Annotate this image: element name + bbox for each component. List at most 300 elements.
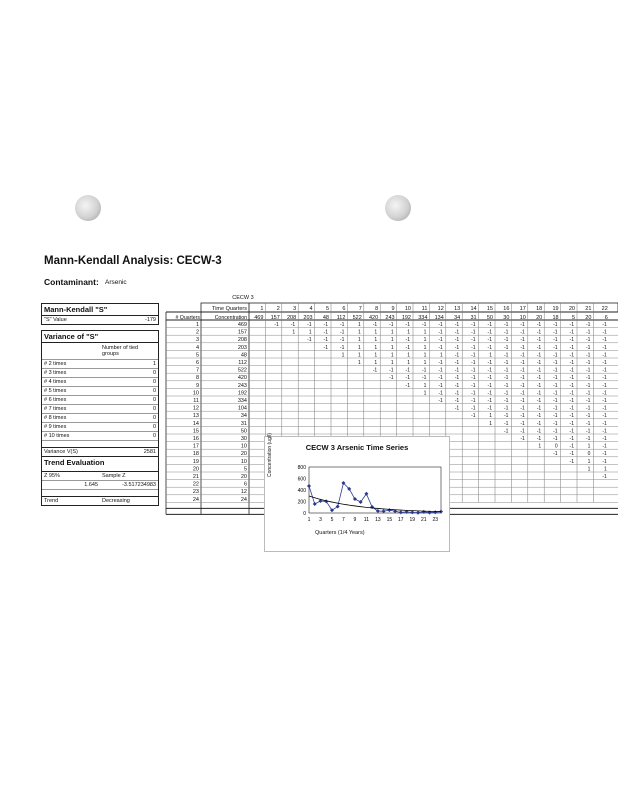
sign-cell: -1 bbox=[553, 375, 558, 382]
sign-cell: -1 bbox=[405, 322, 410, 328]
quarter-number: 23 bbox=[192, 489, 199, 496]
sign-cell: -1 bbox=[536, 337, 542, 344]
concentration-header: 208 bbox=[287, 315, 297, 321]
x-tick-label: 3 bbox=[319, 517, 322, 523]
concentration-header: 20 bbox=[585, 315, 592, 321]
quarter-number: 20 bbox=[192, 466, 199, 473]
sign-cell: -1 bbox=[471, 329, 476, 336]
sign-cell: -1 bbox=[602, 360, 607, 366]
z95-value: 1.645 bbox=[84, 482, 98, 488]
concentration-header: 30 bbox=[503, 315, 510, 321]
sign-cell: -1 bbox=[569, 375, 574, 382]
sign-cell: 1 bbox=[308, 329, 312, 336]
x-tick-label: 11 bbox=[363, 517, 369, 523]
sign-cell: 0 bbox=[587, 451, 591, 458]
sign-cell: -1 bbox=[471, 322, 476, 328]
quarter-header: 12 bbox=[437, 306, 444, 312]
concentration-value: 10 bbox=[240, 458, 247, 465]
concentration-value: 20 bbox=[240, 451, 247, 458]
sign-cell: -1 bbox=[585, 329, 591, 336]
sign-cell: -1 bbox=[553, 405, 558, 412]
quarter-header: 17 bbox=[519, 306, 526, 312]
num-quarters-label: # Quarters bbox=[175, 315, 200, 321]
quarter-number: 8 bbox=[195, 375, 199, 382]
sign-cell: -1 bbox=[454, 382, 460, 389]
tied-row-label: # 5 times bbox=[44, 388, 67, 394]
sign-cell: -1 bbox=[438, 375, 443, 382]
sign-cell: 1 bbox=[292, 329, 296, 336]
sign-cell: -1 bbox=[585, 413, 591, 420]
sign-cell: -1 bbox=[503, 337, 509, 344]
z95-label: Z 95% bbox=[44, 473, 60, 479]
sign-cell: -1 bbox=[536, 405, 542, 412]
sign-cell: 1 bbox=[374, 337, 378, 344]
sign-cell: -1 bbox=[602, 451, 607, 458]
sign-cell: -1 bbox=[602, 367, 607, 374]
sign-cell: -1 bbox=[585, 382, 591, 389]
sign-cell: -1 bbox=[438, 344, 443, 351]
quarter-number: 5 bbox=[195, 352, 199, 359]
sign-cell: -1 bbox=[585, 352, 591, 359]
chart-y-label: Concentration (ug/l) bbox=[267, 433, 273, 477]
quarter-header: 1 bbox=[260, 306, 264, 312]
concentration-value: 24 bbox=[240, 496, 247, 503]
sign-cell: 1 bbox=[374, 329, 378, 336]
sign-cell: -1 bbox=[569, 451, 574, 458]
concentration-value: 469 bbox=[237, 322, 247, 328]
sign-cell: -1 bbox=[585, 344, 591, 351]
sign-cell: -1 bbox=[471, 405, 476, 412]
sign-cell: -1 bbox=[503, 322, 509, 328]
sign-cell: -1 bbox=[307, 337, 312, 344]
sign-cell: -1 bbox=[585, 337, 591, 344]
sign-cell: -1 bbox=[274, 322, 279, 328]
sign-cell: -1 bbox=[602, 398, 607, 404]
sign-cell: -1 bbox=[536, 382, 542, 389]
quarter-header: 4 bbox=[309, 306, 313, 312]
x-tick-label: 17 bbox=[398, 517, 404, 523]
sign-cell: -1 bbox=[536, 360, 542, 366]
sign-cell: -1 bbox=[553, 428, 558, 435]
tied-row-label: # 3 times bbox=[44, 370, 67, 376]
sign-cell: -1 bbox=[585, 420, 591, 427]
sign-cell: -1 bbox=[389, 322, 394, 328]
sign-cell: -1 bbox=[487, 405, 492, 412]
sign-cell: -1 bbox=[421, 322, 427, 328]
sign-cell: -1 bbox=[536, 428, 542, 435]
sign-cell: 1 bbox=[407, 329, 410, 336]
sign-cell: -1 bbox=[503, 405, 509, 412]
sign-cell: -1 bbox=[602, 337, 607, 344]
sign-cell: -1 bbox=[421, 375, 427, 382]
concentration-header: 134 bbox=[434, 315, 444, 321]
sign-cell: -1 bbox=[520, 360, 525, 366]
sign-cell: 1 bbox=[423, 329, 427, 336]
sign-cell: -1 bbox=[323, 337, 328, 344]
sign-cell: -1 bbox=[602, 436, 607, 442]
sign-cell: -1 bbox=[520, 337, 525, 344]
mk-s-header: Mann-Kendall "S" bbox=[42, 304, 158, 316]
y-tick-label: 200 bbox=[297, 499, 306, 506]
sign-cell: -1 bbox=[454, 405, 460, 412]
sign-cell: -1 bbox=[438, 360, 443, 366]
sign-cell: -1 bbox=[339, 322, 345, 328]
sign-cell: -1 bbox=[405, 367, 410, 374]
sign-cell: -1 bbox=[438, 382, 443, 389]
sign-cell: -1 bbox=[520, 413, 525, 420]
sign-cell: -1 bbox=[454, 344, 460, 351]
sign-cell: 1 bbox=[374, 344, 378, 351]
sign-cell: -1 bbox=[454, 360, 460, 366]
sign-cell: 1 bbox=[423, 382, 427, 389]
concentration-value: 157 bbox=[237, 329, 247, 336]
sign-cell: -1 bbox=[553, 398, 558, 404]
tied-row-label: # 4 times bbox=[44, 379, 67, 385]
tied-row-label: # 7 times bbox=[44, 406, 67, 412]
sign-cell: -1 bbox=[503, 420, 509, 427]
sign-cell: -1 bbox=[520, 390, 525, 397]
sign-cell: -1 bbox=[602, 375, 607, 382]
x-tick-label: 21 bbox=[421, 517, 427, 523]
variance-vs-label: Variance V(S) bbox=[44, 449, 78, 455]
sign-cell: -1 bbox=[520, 405, 525, 412]
quarter-header: 11 bbox=[421, 306, 428, 312]
sign-cell: -1 bbox=[471, 375, 476, 382]
sign-cell: -1 bbox=[454, 390, 460, 397]
concentration-value: 420 bbox=[237, 375, 247, 382]
sign-cell: -1 bbox=[553, 451, 558, 458]
concentration-value: 20 bbox=[240, 474, 247, 480]
sign-cell: 1 bbox=[587, 443, 591, 450]
concentration-value: 208 bbox=[237, 337, 247, 344]
concentration-label: Concentration bbox=[214, 315, 247, 321]
variance-vs-value: 2581 bbox=[143, 449, 156, 455]
sign-cell: 1 bbox=[374, 360, 378, 366]
sign-cell: -1 bbox=[602, 322, 607, 328]
tied-row-value: 0 bbox=[152, 415, 156, 421]
sign-cell: -1 bbox=[536, 367, 542, 374]
time-series-chart bbox=[264, 433, 450, 552]
tied-row-value: 0 bbox=[152, 433, 156, 439]
sign-cell: -1 bbox=[487, 329, 492, 336]
sign-cell: 1 bbox=[423, 360, 427, 366]
sign-cell: 1 bbox=[440, 352, 443, 359]
quarter-header: 2 bbox=[276, 306, 280, 312]
sign-cell: 1 bbox=[604, 466, 607, 473]
quarter-number: 17 bbox=[192, 443, 199, 450]
sign-cell: -1 bbox=[487, 360, 492, 366]
sign-cell: -1 bbox=[520, 375, 525, 382]
sign-cell: -1 bbox=[602, 428, 607, 435]
quarter-header: 21 bbox=[585, 306, 592, 312]
sign-cell: -1 bbox=[503, 428, 509, 435]
quarter-header: 7 bbox=[358, 306, 362, 312]
concentration-header: 334 bbox=[418, 315, 428, 321]
sign-cell: 1 bbox=[407, 360, 410, 366]
concentration-value: 104 bbox=[237, 405, 247, 412]
sign-cell: 1 bbox=[423, 390, 427, 397]
sign-cell: -1 bbox=[487, 367, 492, 374]
sign-cell: -1 bbox=[471, 413, 476, 420]
sign-cell: -1 bbox=[569, 344, 574, 351]
sign-cell: -1 bbox=[503, 367, 509, 374]
sign-cell: -1 bbox=[471, 337, 476, 344]
sign-cell: 1 bbox=[538, 443, 542, 450]
quarter-header: 20 bbox=[568, 306, 575, 312]
sign-cell: -1 bbox=[520, 382, 525, 389]
sign-cell: 0 bbox=[554, 443, 558, 450]
sign-cell: -1 bbox=[503, 344, 509, 351]
concentration-header: 48 bbox=[322, 315, 329, 321]
y-tick-label: 400 bbox=[297, 488, 306, 494]
concentration-header: 112 bbox=[336, 315, 346, 321]
concentration-header: 31 bbox=[470, 315, 477, 321]
sign-cell: 1 bbox=[341, 352, 345, 359]
sign-cell: -1 bbox=[536, 390, 542, 397]
sign-cell: -1 bbox=[553, 367, 558, 374]
contaminant-label: Contaminant: bbox=[44, 277, 99, 287]
sign-cell: -1 bbox=[602, 420, 607, 427]
y-tick-label: 0 bbox=[303, 511, 306, 517]
sign-cell: -1 bbox=[471, 360, 476, 366]
sign-cell: -1 bbox=[569, 436, 574, 442]
sign-cell: -1 bbox=[405, 382, 410, 389]
concentration-value: 34 bbox=[240, 413, 247, 420]
sign-cell: 1 bbox=[423, 352, 427, 359]
concentration-value: 243 bbox=[237, 382, 247, 389]
sign-cell: -1 bbox=[389, 375, 394, 382]
trend-header: Trend Evaluation bbox=[42, 457, 158, 472]
contaminant-value: Arsenic bbox=[105, 279, 127, 286]
sign-cell: -1 bbox=[536, 344, 542, 351]
sign-cell: -1 bbox=[503, 329, 509, 336]
x-tick-label: 13 bbox=[375, 517, 381, 523]
x-tick-label: 19 bbox=[409, 517, 416, 523]
sign-cell: -1 bbox=[569, 322, 574, 328]
sign-cell: -1 bbox=[585, 375, 591, 382]
sign-cell: -1 bbox=[487, 382, 492, 389]
tied-row-label: # 2 times bbox=[44, 361, 67, 367]
sign-cell: -1 bbox=[536, 436, 542, 442]
sign-cell: -1 bbox=[536, 329, 542, 336]
sign-cell: 1 bbox=[390, 344, 394, 351]
quarter-number: 22 bbox=[192, 481, 199, 488]
concentration-value: 10 bbox=[240, 443, 247, 450]
quarter-number: 2 bbox=[195, 329, 199, 336]
quarter-header: 15 bbox=[486, 306, 493, 312]
x-tick-label: 15 bbox=[386, 517, 393, 523]
plot-area bbox=[309, 467, 441, 513]
sign-cell: -1 bbox=[569, 458, 574, 465]
sign-cell: -1 bbox=[602, 390, 607, 397]
sign-cell: -1 bbox=[454, 398, 460, 404]
sign-cell: -1 bbox=[553, 344, 558, 351]
sign-cell: -1 bbox=[585, 405, 591, 412]
sign-cell: -1 bbox=[487, 344, 492, 351]
sign-cell: -1 bbox=[438, 390, 443, 397]
tied-groups-label: Number of tied groups bbox=[102, 345, 139, 357]
sign-cell: -1 bbox=[520, 367, 525, 374]
tied-row-label: # 8 times bbox=[44, 415, 67, 421]
sign-cell: -1 bbox=[569, 337, 574, 344]
concentration-value: 334 bbox=[237, 398, 247, 404]
quarter-number: 16 bbox=[192, 436, 199, 442]
sign-cell: 1 bbox=[423, 344, 427, 351]
quarter-number: 7 bbox=[195, 367, 199, 374]
quarter-number: 3 bbox=[195, 337, 199, 344]
sign-cell: -1 bbox=[569, 352, 574, 359]
sign-cell: 1 bbox=[390, 360, 394, 366]
x-tick-label: 1 bbox=[307, 517, 311, 523]
sign-cell: -1 bbox=[520, 420, 525, 427]
concentration-header: 420 bbox=[369, 315, 379, 321]
sign-cell: -1 bbox=[602, 344, 607, 351]
sign-cell: -1 bbox=[536, 352, 542, 359]
tied-row-label: # 10 times bbox=[44, 433, 70, 439]
sign-cell: -1 bbox=[405, 375, 410, 382]
sign-cell: -1 bbox=[536, 420, 542, 427]
sign-cell: -1 bbox=[536, 398, 542, 404]
tied-row-value: 0 bbox=[152, 388, 156, 394]
s-value-label: "S" Value bbox=[44, 317, 67, 323]
concentration-header: 243 bbox=[385, 315, 395, 321]
quarter-number: 13 bbox=[192, 413, 199, 420]
sign-cell: -1 bbox=[602, 413, 607, 420]
s-value: -179 bbox=[144, 317, 156, 323]
sign-cell: -1 bbox=[438, 337, 443, 344]
sign-cell: -1 bbox=[602, 405, 607, 412]
quarter-header: 18 bbox=[536, 306, 543, 312]
sign-cell: -1 bbox=[372, 322, 378, 328]
sign-cell: -1 bbox=[520, 436, 525, 442]
sign-cell: -1 bbox=[503, 352, 509, 359]
concentration-value: 192 bbox=[237, 390, 247, 397]
sign-cell: -1 bbox=[585, 390, 591, 397]
sign-cell: -1 bbox=[602, 443, 607, 450]
sign-cell: -1 bbox=[503, 360, 509, 366]
y-tick-label: 800 bbox=[297, 465, 306, 471]
sign-cell: 1 bbox=[390, 337, 394, 344]
concentration-header: 192 bbox=[401, 315, 411, 321]
sign-cell: -1 bbox=[339, 329, 345, 336]
concentration-header: 18 bbox=[552, 315, 559, 321]
sign-cell: -1 bbox=[503, 398, 509, 404]
sign-cell: -1 bbox=[553, 337, 558, 344]
concentration-header: 522 bbox=[352, 315, 362, 321]
sign-cell: -1 bbox=[602, 474, 607, 480]
sign-cell: -1 bbox=[487, 322, 492, 328]
sign-cell: -1 bbox=[553, 413, 558, 420]
sign-cell: -1 bbox=[454, 375, 460, 382]
sign-cell: -1 bbox=[569, 360, 574, 366]
sign-cell: -1 bbox=[503, 390, 509, 397]
sign-cell: -1 bbox=[585, 428, 591, 435]
sign-cell: 1 bbox=[390, 329, 394, 336]
sign-cell: 1 bbox=[587, 466, 591, 473]
quarter-header: 19 bbox=[552, 306, 559, 312]
quarter-header: 22 bbox=[601, 306, 608, 312]
sign-cell: -1 bbox=[487, 375, 492, 382]
sign-cell: -1 bbox=[536, 322, 542, 328]
sign-cell: -1 bbox=[438, 367, 443, 374]
tied-row-label: # 6 times bbox=[44, 397, 67, 403]
sign-cell: -1 bbox=[553, 382, 558, 389]
chart-title: CECW 3 Arsenic Time Series bbox=[305, 443, 409, 452]
quarter-number: 1 bbox=[195, 322, 199, 328]
concentration-value: 112 bbox=[238, 360, 247, 366]
sign-cell: -1 bbox=[553, 390, 558, 397]
sign-cell: -1 bbox=[307, 322, 312, 328]
sign-cell: -1 bbox=[438, 322, 443, 328]
sign-cell: -1 bbox=[323, 344, 328, 351]
sign-cell: -1 bbox=[421, 367, 427, 374]
y-tick-label: 600 bbox=[297, 476, 306, 483]
sample-z-label: Sample Z bbox=[102, 473, 126, 479]
concentration-value: 6 bbox=[243, 481, 247, 488]
chart-x-label: Quarters (1/4 Years) bbox=[315, 530, 365, 536]
quarter-header: 13 bbox=[454, 306, 461, 312]
quarter-header: 14 bbox=[470, 306, 477, 312]
sign-cell: -1 bbox=[553, 322, 558, 328]
concentration-value: 50 bbox=[240, 428, 247, 435]
sign-cell: -1 bbox=[290, 322, 296, 328]
quarter-number: 15 bbox=[192, 428, 199, 435]
quarter-header: 5 bbox=[325, 306, 329, 312]
sign-cell: -1 bbox=[520, 428, 525, 435]
sign-cell: -1 bbox=[503, 413, 509, 420]
tied-row-value: 0 bbox=[152, 370, 156, 376]
sign-cell: 1 bbox=[358, 337, 361, 344]
quarter-number: 4 bbox=[195, 344, 199, 351]
concentration-header: 469 bbox=[254, 315, 264, 321]
sign-cell: -1 bbox=[454, 352, 460, 359]
concentration-header: 203 bbox=[303, 315, 313, 321]
sign-cell: -1 bbox=[503, 382, 509, 389]
sign-cell: -1 bbox=[569, 367, 574, 374]
sign-cell: -1 bbox=[536, 413, 542, 420]
sign-cell: -1 bbox=[487, 337, 492, 344]
sign-cell: -1 bbox=[323, 329, 328, 336]
sign-cell: -1 bbox=[520, 344, 525, 351]
quarter-header: 6 bbox=[342, 306, 346, 312]
sign-cell: -1 bbox=[372, 367, 378, 374]
sign-cell: -1 bbox=[569, 405, 574, 412]
sign-cell: -1 bbox=[585, 398, 591, 404]
x-tick-label: 23 bbox=[432, 517, 439, 523]
sample-z-value: -3.517234983 bbox=[122, 482, 156, 488]
variance-header: Variance of "S" bbox=[42, 331, 158, 343]
sign-cell: -1 bbox=[585, 360, 591, 366]
sign-cell: -1 bbox=[602, 458, 607, 465]
sign-cell: -1 bbox=[405, 337, 410, 344]
sign-cell: -1 bbox=[471, 390, 476, 397]
sign-cell: -1 bbox=[585, 367, 591, 374]
sign-cell: -1 bbox=[602, 382, 607, 389]
sign-cell: 1 bbox=[489, 352, 492, 359]
quarter-number: 24 bbox=[192, 496, 199, 503]
sign-cell: 1 bbox=[407, 352, 410, 359]
concentration-value: 522 bbox=[237, 367, 247, 374]
sign-cell: 1 bbox=[358, 352, 361, 359]
quarter-number: 10 bbox=[192, 390, 199, 397]
quarter-number: 9 bbox=[195, 382, 199, 389]
concentration-header: 10 bbox=[519, 315, 526, 321]
sign-cell: -1 bbox=[569, 413, 574, 420]
sign-cell: -1 bbox=[471, 352, 476, 359]
sign-cell: -1 bbox=[471, 382, 476, 389]
sign-cell: -1 bbox=[471, 344, 476, 351]
well-label: CECW 3 bbox=[232, 295, 254, 301]
